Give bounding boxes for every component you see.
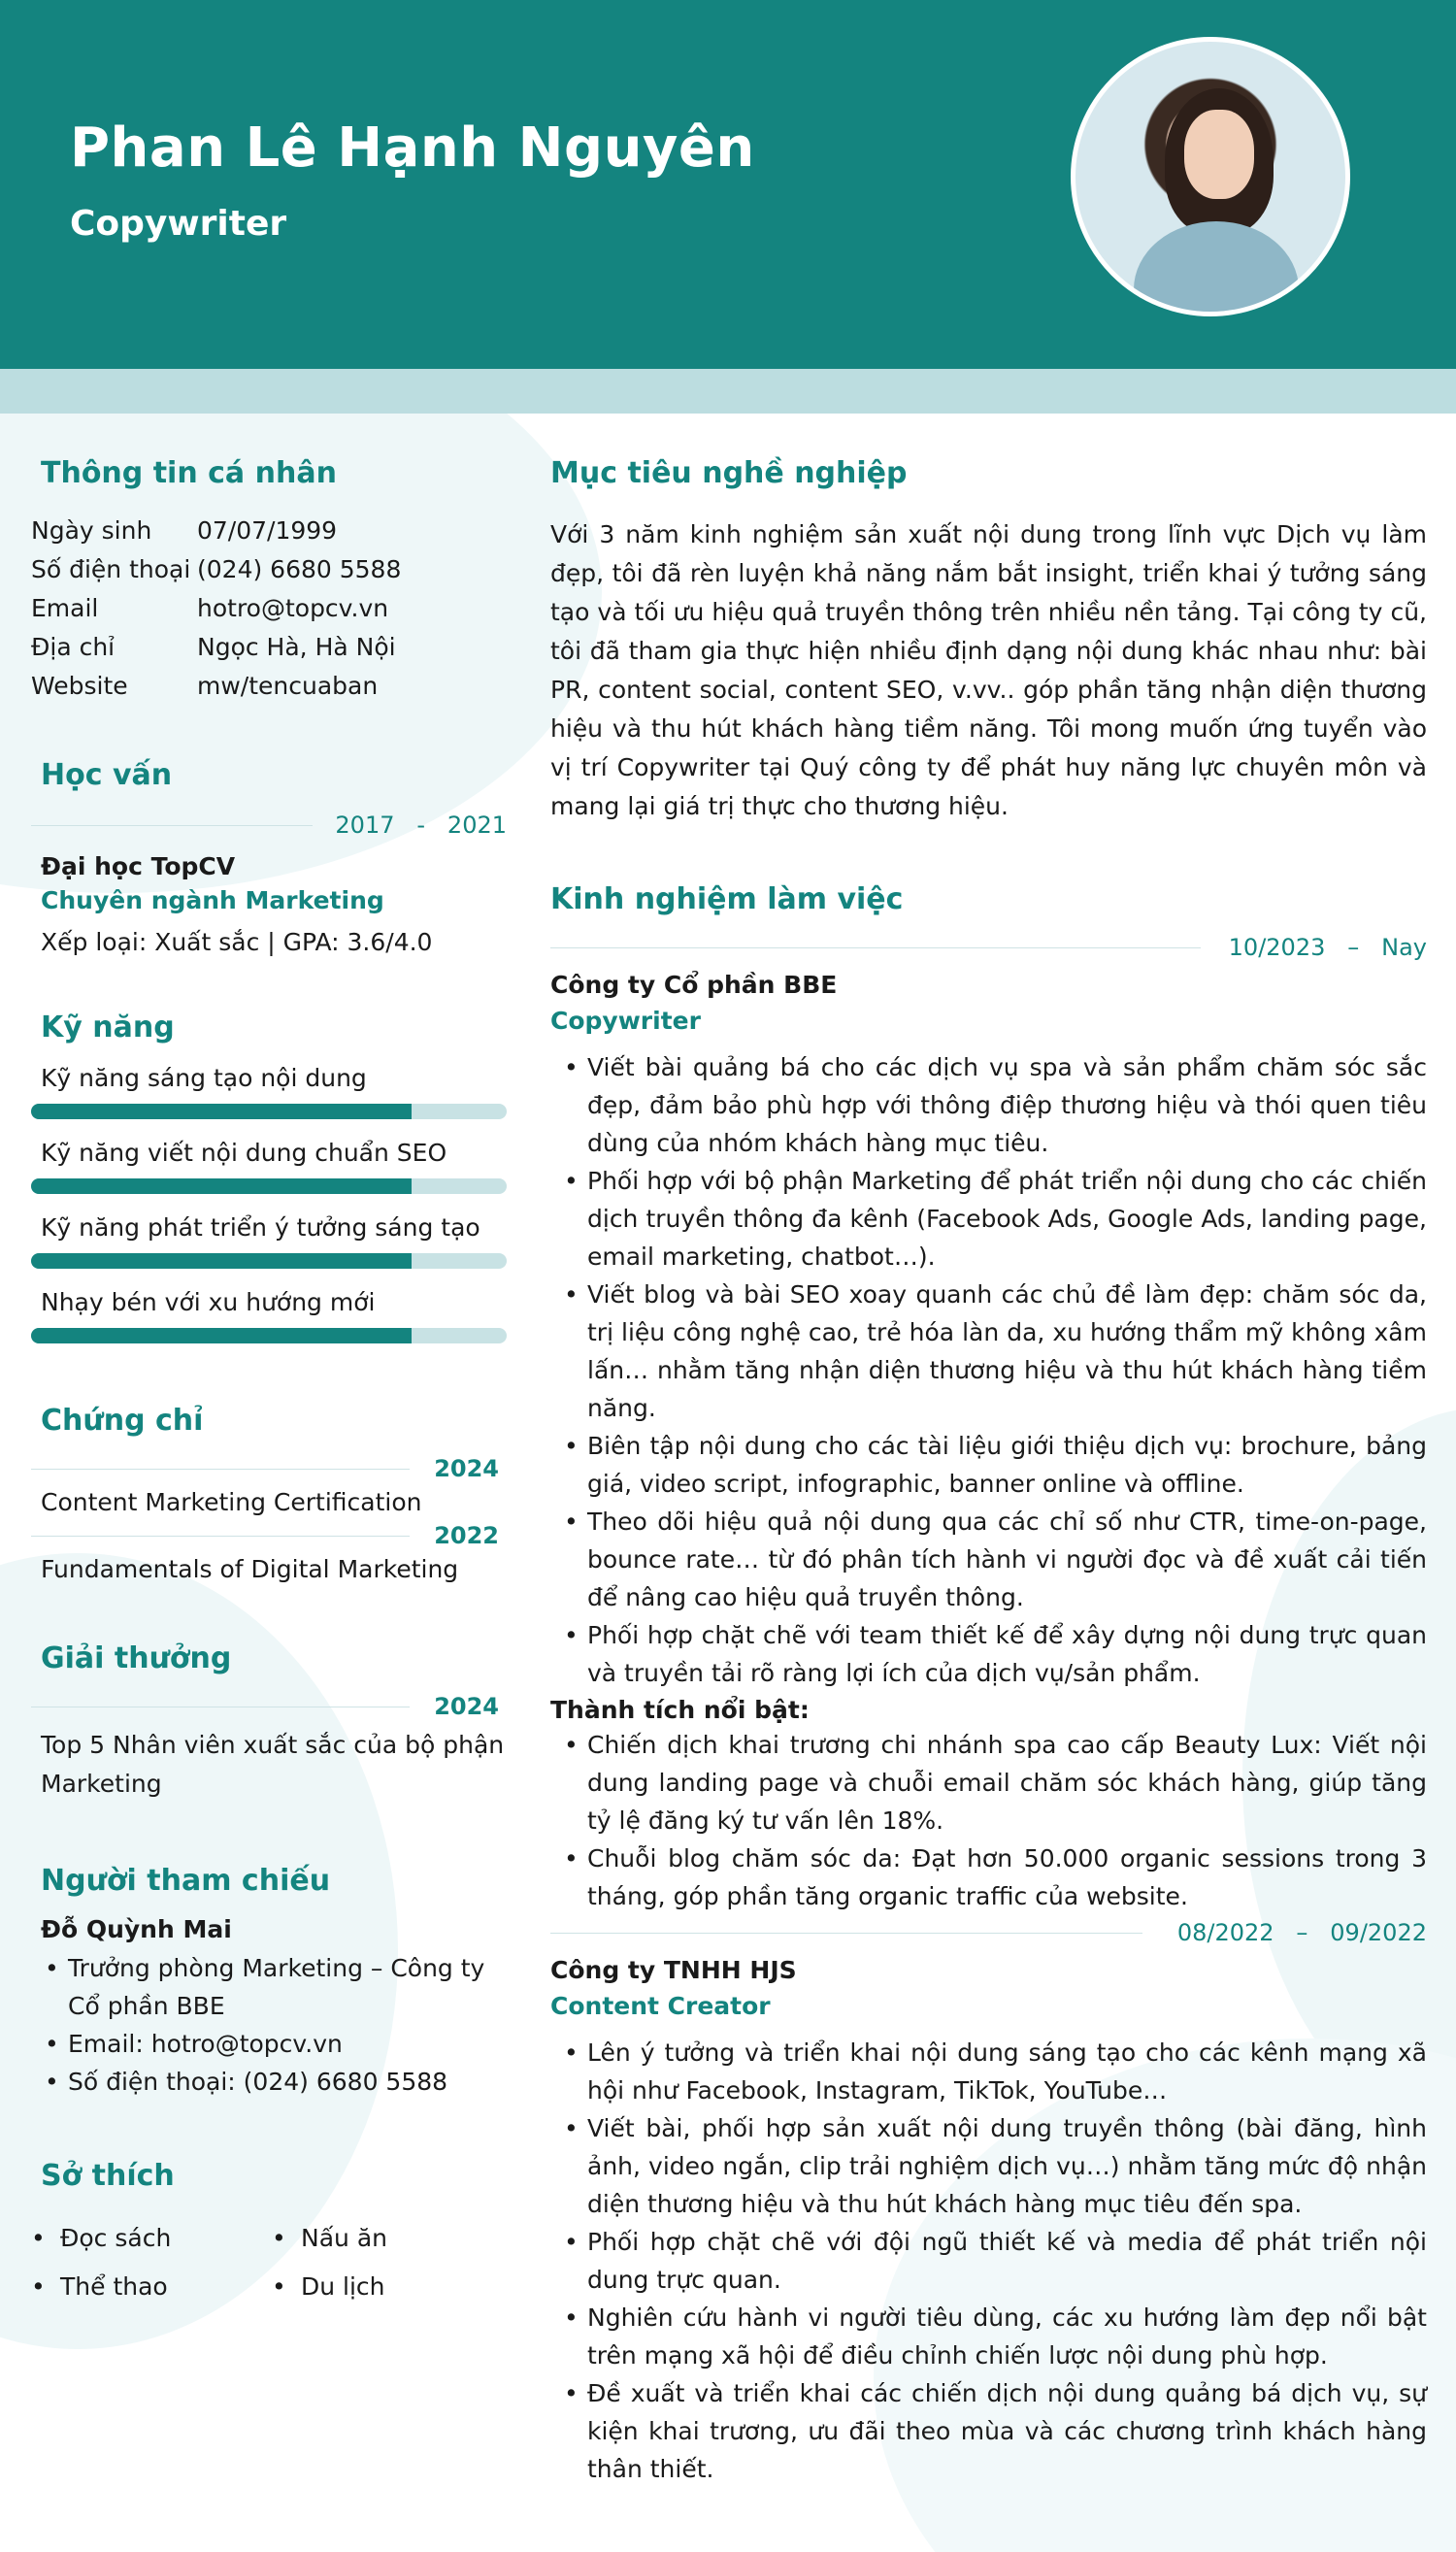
skill-bar [31, 1328, 507, 1343]
list-item: • Phối hợp chặt chẽ với team thiết kế để xây dựng nội dung trực quan và truyền tải rõ ràng lợi ích của dịch vụ/sản phẩm. [550, 1616, 1427, 1692]
header-band [0, 369, 1456, 414]
certificate-year-row [31, 1455, 507, 1488]
info-value: mw/tencuaban [197, 672, 379, 700]
award-year: 2024 [434, 1693, 499, 1720]
job-entry [550, 1919, 1427, 2488]
info-row [31, 512, 507, 550]
skills-section [31, 1011, 507, 1343]
right-column [550, 456, 1427, 2488]
candidate-title: Copywriter [70, 204, 287, 244]
list-item: • Số điện thoại: (024) 6680 5588 [31, 2063, 507, 2101]
list-item: • Nghiên cứu hành vi người tiêu dùng, các xu hướng làm đẹp nổi bật trên mạng xã hội để điều chỉnh chiến lược nội dung phù hợp. [550, 2299, 1427, 2374]
info-label: Email [31, 594, 99, 622]
list-item: • Viết bài, phối hợp sản xuất nội dung truyền thông (bài đăng, hình ảnh, video ngắn, clip trải nghiệm dịch vụ…) nhằm tăng mức độ nhận diện thương hiệu và thu hút khách hàng mục tiêu đến spa. [550, 2109, 1427, 2223]
reference-name: Đỗ Quỳnh Mai [41, 1915, 232, 1943]
section-heading: Người tham chiếu [41, 1864, 331, 1898]
education-date-row [31, 812, 507, 845]
job-dates: 08/2022 – 09/2022 [1176, 1919, 1427, 1946]
info-value: 07/07/1999 [197, 516, 338, 545]
experience-section [550, 882, 1427, 2488]
info-value: Ngọc Hà, Hà Nội [197, 633, 396, 661]
skill-item [31, 1288, 507, 1343]
personal-info-section [31, 456, 507, 706]
job-duties [550, 2034, 1427, 2488]
list-item: • Đề xuất và triển khai các chiến dịch nội dung quảng bá dịch vụ, sự kiện khai trương, ưu đãi theo mùa và các chương trình khách hàng thân thiết. [550, 2374, 1427, 2488]
profile-photo [1071, 37, 1350, 316]
hobby-item: • Đọc sách [31, 2214, 272, 2263]
section-heading: Học vấn [41, 758, 173, 792]
certificate-year-row [31, 1522, 507, 1555]
education-section [31, 758, 507, 956]
divider [31, 825, 313, 826]
job-date-row [550, 934, 1427, 967]
section-heading: Kinh nghiệm làm việc [550, 882, 904, 916]
major: Chuyên ngành Marketing [41, 886, 384, 914]
list-item: • Email: hotro@topcv.vn [31, 2025, 507, 2063]
divider [550, 947, 1201, 948]
list-item: • Viết bài quảng bá cho các dịch vụ spa và sản phẩm chăm sóc sắc đẹp, đảm bảo phù hợp với thông điệp thương hiệu và thói quen tiêu dùng của nhóm khách hàng mục tiêu. [550, 1048, 1427, 1162]
photo-face [1184, 110, 1254, 199]
certificate-name: Fundamentals of Digital Marketing [41, 1555, 459, 1583]
info-label: Địa chỉ [31, 633, 116, 661]
objective-section [550, 456, 1427, 826]
list-item: • Chiến dịch khai trương chi nhánh spa cao cấp Beauty Lux: Viết nội dung landing page và chuỗi email chăm sóc khách hàng, giúp tăng tỷ lệ đăng ký tư vấn lên 18%. [550, 1726, 1427, 1839]
info-row [31, 550, 507, 589]
skill-bar-fill [31, 1104, 412, 1119]
candidate-name: Phan Lê Hạnh Nguyên [70, 116, 755, 180]
skill-name: Kỹ năng viết nội dung chuẩn SEO [41, 1139, 447, 1167]
job-duties [550, 1048, 1427, 1692]
hobby-list [31, 2214, 507, 2311]
awards-section [31, 1641, 507, 1804]
personal-info-table [31, 512, 507, 706]
job-entry [550, 934, 1427, 1915]
certificates-section [31, 1404, 507, 1583]
company-name: Công ty TNHH HJS [550, 1956, 797, 1984]
divider [31, 1536, 410, 1537]
achievement-list [550, 1726, 1427, 1915]
hobby-item: • Du lịch [272, 2263, 513, 2311]
info-label: Website [31, 672, 128, 700]
job-position: Content Creator [550, 1992, 771, 2020]
info-value: hotro@topcv.vn [197, 594, 389, 622]
list-item: • Viết blog và bài SEO xoay quanh các chủ đề làm đẹp: chăm sóc da, trị liệu công nghệ cao, trẻ hóa làn da, xu hướng thẩm mỹ không xâm lấn… nhằm tăng nhận diện thương hiệu và thu hút khách hàng tiềm năng. [550, 1276, 1427, 1427]
skill-item [31, 1064, 507, 1119]
info-label: Ngày sinh [31, 516, 152, 545]
job-position: Copywriter [550, 1007, 701, 1035]
list-item: • Theo dõi hiệu quả nội dung qua các chỉ số như CTR, time-on-page, bounce rate… từ đó phân tích hành vi người đọc và đề xuất cải tiến để nâng cao hiệu quả truyền thông. [550, 1503, 1427, 1616]
achievements-title: Thành tích nổi bật: [550, 1696, 810, 1724]
section-heading: Mục tiêu nghề nghiệp [550, 456, 908, 490]
section-heading: Sở thích [41, 2159, 175, 2193]
hobby-item: • Thể thao [31, 2263, 272, 2311]
grade: Xếp loại: Xuất sắc | GPA: 3.6/4.0 [41, 928, 433, 956]
skill-bar [31, 1178, 507, 1194]
section-heading: Chứng chỉ [41, 1404, 204, 1438]
list-item: • Phối hợp với bộ phận Marketing để phát triển nội dung cho các chiến dịch truyền thông đa kênh (Facebook Ads, Google Ads, landing page, email marketing, chatbot…). [550, 1162, 1427, 1276]
education-dates: 2017 - 2021 [335, 812, 507, 839]
school-name: Đại học TopCV [41, 852, 236, 880]
hobby-item: • Nấu ăn [272, 2214, 513, 2263]
skill-bar [31, 1104, 507, 1119]
skill-bar-fill [31, 1328, 412, 1343]
hobbies-section [31, 2159, 507, 2311]
reference-section [31, 1864, 507, 2101]
info-row [31, 667, 507, 706]
list-item: • Lên ý tưởng và triển khai nội dung sáng tạo cho các kênh mạng xã hội như Facebook, Instagram, TikTok, YouTube… [550, 2034, 1427, 2109]
photo-shirt [1134, 221, 1299, 316]
skill-bar-fill [31, 1178, 412, 1194]
list-item: • Phối hợp chặt chẽ với đội ngũ thiết kế và media để phát triển nội dung trực quan. [550, 2223, 1427, 2299]
skill-bar [31, 1253, 507, 1269]
skill-item [31, 1213, 507, 1269]
section-heading: Giải thưởng [41, 1641, 232, 1675]
job-date-row [550, 1919, 1427, 1952]
award-name: Top 5 Nhân viên xuất sắc của bộ phận Marketing [41, 1731, 505, 1798]
job-dates: 10/2023 – Nay [1228, 934, 1427, 961]
info-value: (024) 6680 5588 [197, 555, 402, 583]
info-row [31, 628, 507, 667]
objective-text: Với 3 năm kinh nghiệm sản xuất nội dung trong lĩnh vực Dịch vụ làm đẹp, tôi đã rèn luyện khả năng nắm bắt insight, triển khai ý tưởng sáng tạo và tối ưu hiệu quả truyền thông trên nhiều nền tảng. Tại công ty cũ, tôi đã tham gia thực hiện nhiều định dạng nội dung khác nhau như: bài PR, content social, content SEO, v.vv.. góp phần tăng nhận diện thương hiệu và thu hút khách hàng tiềm năng. Tôi mong muốn ứng tuyển vào vị trí Copywriter tại Quý công ty để phát huy năng lực chuyên môn và mang lại giá trị thực cho thương hiệu. [550, 520, 1427, 820]
reference-details [31, 1949, 507, 2101]
list-item: • Biên tập nội dung cho các tài liệu giới thiệu dịch vụ: brochure, bảng giá, video script, infographic, banner online và offline. [550, 1427, 1427, 1503]
section-heading: Kỹ năng [41, 1011, 175, 1044]
divider [550, 1933, 1142, 1934]
skill-name: Kỹ năng phát triển ý tưởng sáng tạo [41, 1213, 480, 1242]
info-label: Số điện thoại [31, 555, 191, 583]
skill-name: Nhạy bén với xu hướng mới [41, 1288, 376, 1316]
company-name: Công ty Cổ phần BBE [550, 971, 838, 999]
skill-bar-fill [31, 1253, 412, 1269]
left-column [31, 456, 507, 2311]
award-year-row [31, 1693, 507, 1726]
section-heading: Thông tin cá nhân [41, 456, 337, 490]
info-row [31, 589, 507, 628]
list-item: • Chuỗi blog chăm sóc da: Đạt hơn 50.000 organic sessions trong 3 tháng, góp phần tăng organic traffic của website. [550, 1839, 1427, 1915]
certificate-year: 2024 [434, 1455, 499, 1482]
skill-name: Kỹ năng sáng tạo nội dung [41, 1064, 367, 1092]
skill-item [31, 1139, 507, 1194]
divider [31, 1469, 410, 1470]
certificate-name: Content Marketing Certification [41, 1488, 422, 1516]
certificate-year: 2022 [434, 1522, 499, 1549]
list-item: • Trưởng phòng Marketing – Công ty Cổ phần BBE [31, 1949, 507, 2025]
